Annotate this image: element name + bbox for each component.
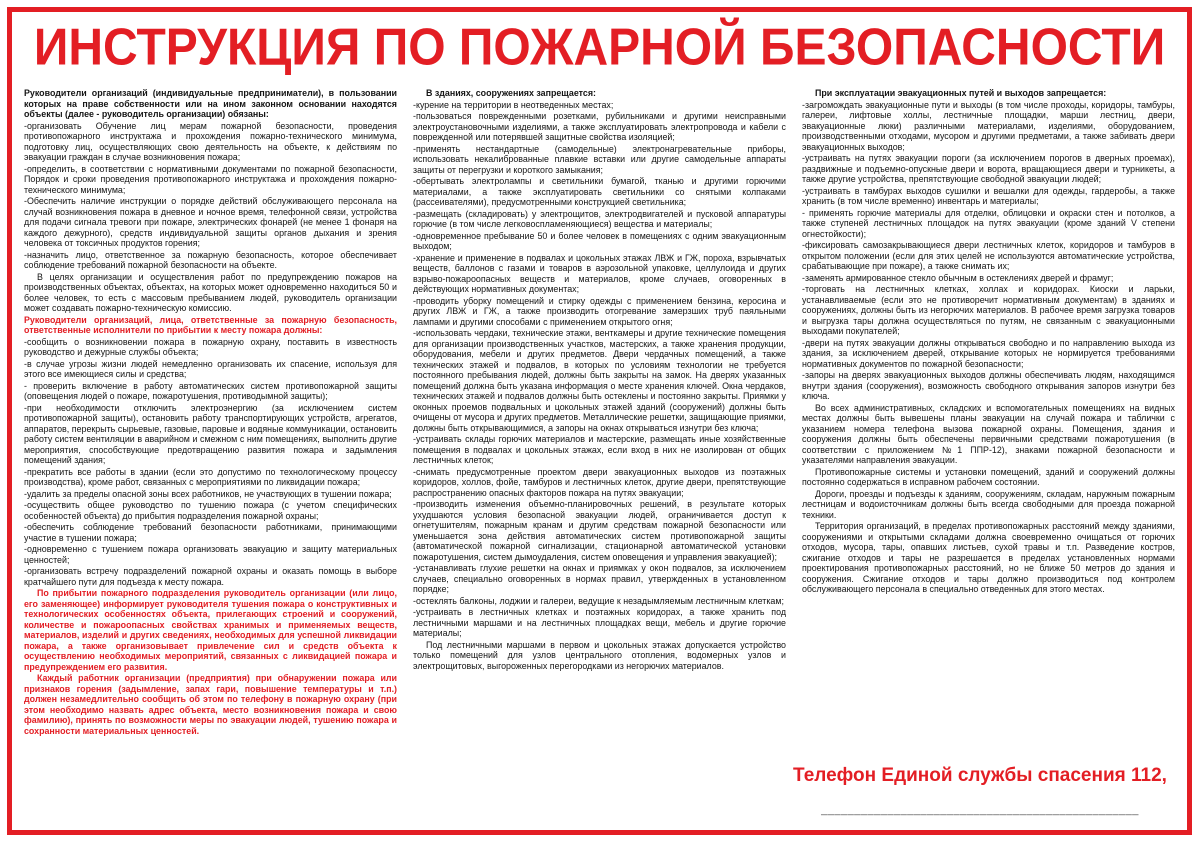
paragraph: -прекратить все работы в здании (если это допустимо по технологическому процессу производства), кроме работ, связанных с мероприятиями по ликвидации пожара; bbox=[24, 466, 397, 487]
paragraph: -заменять армированное стекло обычным в остеклениях дверей и фрамуг; bbox=[802, 272, 1114, 283]
paragraph: -остеклять балконы, лоджии и галереи, ведущие к незадымляемым лестничным клеткам; bbox=[413, 595, 784, 606]
paragraph: Дороги, проезды и подъезды к зданиям, сооружениям, складам, наружным пожарным лестницам и водоисточникам должны быть всегда свободными для проезда пожарной техники. bbox=[802, 488, 1175, 520]
section-heading: При эксплуатации эвакуационных путей и выходов запрещается: bbox=[815, 88, 1107, 98]
section-heading: Каждый работник организации (предприятия) при обнаружении пожара или признаков горения (задымление, запах гари, повышение температуры и т.п.) должен незамедлительно сообщить об этом по телефону в пожарную охрану (при этом необходимо назвать адрес объекта, место возникновения пожара и свою фамилию), принять по возможности меры по эвакуации людей, тушению пожара и сохранности материальных ценностей. bbox=[24, 673, 397, 736]
paragraph: -запоры на дверях эвакуационных выходов должны обеспечивать людям, находящимся внутри здания (сооружения), возможность свободного открывания запоров изнутри без ключа. bbox=[802, 370, 1175, 401]
paragraph: -двери на путях эвакуации должны открываться свободно и по направлению выхода из здания, за исключением дверей, открывание которых не нормируется требованиями нормативных документов по пожарной безопасности; bbox=[802, 337, 1175, 369]
paragraph: -обеспечить соблюдение требований безопасности работниками, принимающими участие в тушении пожара; bbox=[24, 522, 397, 543]
section-heading: По прибытии пожарного подразделения руководитель организации (или лицо, его заменяющее) информирует руководителя тушения пожара о конструктивных и технологических особенностях объекта, прилегающих строений и сооружений, количестве и пожароопасных свойствах хранимых и применяемых веществ, материалов, изделий и других сведениях, необходимых для успешной ликвидации пожара, а также организовывает привлечение сил и средств объекта к осуществлению необходимых мероприятий, связанных с ликвидацией пожара и предупреждением его развития. bbox=[24, 588, 397, 672]
paragraph: -определить, в соответствии с нормативными документами по пожарной безопасности, Порядок и сроки проведения противопожарного инструктажа и прохождения пожарно-технического минимума; bbox=[24, 163, 397, 195]
section-heading: Руководители организаций, лица, ответственные за пожарную безопасность, ответственные исполнители по прибытии к месту пожара должны: bbox=[24, 314, 397, 335]
paragraph: -проводить уборку помещений и стирку одежды с применением бензина, керосина и других ЛВЖ и ГЖ, а также производить отогревание замерзших труб паяльными лампами и другими способами с применением открытого огня; bbox=[413, 295, 786, 327]
emergency-phone-text: Телефон Единой службы спасения 112, bbox=[793, 765, 1167, 787]
text-columns bbox=[24, 88, 1175, 828]
paragraph: -размещать (складировать) у электрощитов, электродвигателей и пусковой аппаратуры горючие (в том числе легковоспламеняющиеся) вещества и материалы; bbox=[413, 208, 786, 229]
paragraph: -устраивать в тамбурах выходов сушилки и вешалки для одежды, гардеробы, а также хранить (в том числе временно) инвентарь и материалы; bbox=[802, 185, 1175, 206]
paragraph: В целях организации и осуществления работ по предупреждению пожаров на производственных объектах, объектах, на которых может одновременно находиться 50 и более человек, то есть с массовым пребыванием людей, руководитель организации может создавать пожарно-техническую комиссию. bbox=[24, 271, 397, 313]
section-heading: Руководители организаций (индивидуальные предприниматели), в пользовании которых на праве собственности или на ином законном основании находятся объекты (далее - руководитель организации) обязаны: bbox=[24, 88, 397, 119]
column-3 bbox=[802, 88, 1175, 828]
paragraph: -торговать на лестничных клетках, холлах и коридорах. Киоски и ларьки, устанавливаемые (если это не противоречит нормативным документам) в зданиях и сооружениях, должны быть из негорючих материалов. В рабочее время загрузка товаров и выгрузка тары должна осуществляться по путям, не связанным с эвакуационными выходами покупателей; bbox=[802, 284, 1175, 336]
paragraph: -устраивать в лестничных клетках и поэтажных коридорах, а также хранить под лестничными маршами и на лестничных площадках вещи, мебель и другие горючие материалы; bbox=[413, 607, 786, 638]
paragraph: -одновременное пребывание 50 и более человек в помещениях с одним эвакуационным выходом; bbox=[413, 230, 786, 251]
paragraph: -курение на территории в неотведенных местах; bbox=[413, 99, 614, 110]
paragraph: -удалить за пределы опасной зоны всех работников, не участвующих в тушении пожара; bbox=[24, 488, 392, 499]
paragraph: -пользоваться поврежденными розетками, рубильниками и другими неисправными электроустановочными изделиями, а также эксплуатировать электропровода и кабели с поврежденной или потерявшей защитные свойства изоляцией; bbox=[413, 111, 786, 142]
paragraph: - применять горючие материалы для отделки, облицовки и окраски стен и потолков, а также ступеней лестничных площадок на путях эвакуации (кроме зданий V степени огнестойкости); bbox=[802, 207, 1175, 239]
paragraph: -осуществить общее руководство по тушению пожара (с учетом специфических особенностей объекта) до прибытия подразделения пожарной охраны; bbox=[24, 500, 397, 521]
paragraph: -назначить лицо, ответственное за пожарную безопасность, которое обеспечивает соблюдение требований пожарной безопасности на объекте. bbox=[24, 249, 397, 270]
paragraph: -Обеспечить наличие инструкции о порядке действий обслуживающего персонала на случай возникновения пожара в дневное и ночное время, телефонной связи, устройства для подачи сигнала тревоги при пожаре, электрических фонарей (не менее 1 фонаря на каждого дежурного), средств индивидуальной защиты органов дыхания и зрения человека от токсичных продуктов горения; bbox=[24, 196, 397, 248]
paragraph: -при необходимости отключить электроэнергию (за исключением систем противопожарной защиты), остановить работу транспортирующих устройств, агрегатов, аппаратов, перекрыть сырьевые, газовые, паровые и водяные коммуникации, остановить работу систем вентиляции в аварийном и смежном с ним помещениях, выполнить другие мероприятия, способствующие предотвращению развития пожара и задымления помещений здания; bbox=[24, 402, 397, 465]
paragraph: -одновременно с тушением пожара организовать эвакуацию и защиту материальных ценностей; bbox=[24, 544, 397, 565]
paragraph: Во всех административных, складских и вспомогательных помещениях на видных местах должны быть вывешены планы эвакуации на случай пожара и таблички с указанием номера телефона вызова пожарной охраны. Помещения, здания и сооружения должны быть обеспечены первичными средствами пожаротушения (в соответствии с приложением №1 ППР-12), знаками пожарной безопасности и указателями направления эвакуации. bbox=[802, 402, 1175, 465]
column-1 bbox=[24, 88, 397, 828]
paragraph: -организовать Обучение лиц мерам пожарной безопасности, проведения противопожарного инструктажа и прохождения пожарно-технического минимума, подготовку лиц, осуществляющих свою деятельность на объекте, к действиям по эвакуации граждан в случае возникновения пожара; bbox=[24, 120, 397, 162]
paragraph: -снимать предусмотренные проектом двери эвакуационных выходов из поэтажных коридоров, холлов, фойе, тамбуров и лестничных клеток, другие двери, препятствующие распространению опасных факторов пожара на путях эвакуации; bbox=[413, 466, 786, 498]
footer bbox=[789, 764, 1171, 816]
paragraph: -хранение и применение в подвалах и цокольных этажах ЛВЖ и ГЖ, пороха, взрывчатых веществ, баллонов с газами и товаров в аэрозольной упаковке, целлулоида и других взрыво-пожароопасных веществ и материалов, кроме случаев, оговоренных в действующих нормативных документах; bbox=[413, 252, 786, 294]
paragraph: -в случае угрозы жизни людей немедленно организовать их спасение, используя для этого все имеющиеся силы и средства; bbox=[24, 358, 397, 379]
paragraph: -загромождать эвакуационные пути и выходы (в том числе проходы, коридоры, тамбуры, галереи, лифтовые холлы, лестничные площадки, марши лестниц, двери, эвакуационные люки) различными материалами, изделиями, оборудованием, производственными отходами, мусором и другими предметами, а также забивать двери эвакуационных выходов; bbox=[802, 99, 1175, 152]
paragraph: -организовать встречу подразделений пожарной охраны и оказать помощь в выборе кратчайшего пути для подъезда к месту пожара. bbox=[24, 566, 397, 587]
signature-line: ________________________________________________ bbox=[821, 804, 1139, 816]
paragraph: -фиксировать самозакрывающиеся двери лестничных клеток, коридоров и тамбуров в открытом положении (если для этих целей не используются автоматические устройства, срабатывающие при пожаре), а также снимать их; bbox=[802, 240, 1175, 271]
paragraph: -производить изменения объемно-планировочных решений, в результате которых ухудшаются условия безопасной эвакуации людей, ограничивается доступ к огнетушителям, пожарным кранам и другим средствам пожарной безопасности или уменьшается зона действия автоматических систем противопожарной защиты (автоматической пожарной сигнализации, стационарной автоматической установки пожаротушения, систем дымоудаления, систем оповещения и управления эвакуацией); bbox=[413, 499, 786, 562]
paragraph: -сообщить о возникновении пожара в пожарную охрану, поставить в известность руководство и дежурные службы объекта; bbox=[24, 336, 397, 357]
paragraph: Под лестничными маршами в первом и цокольных этажах допускается устройство только помещений для узлов центрального отопления, водомерных узлов и электрощитовых, выгороженных перегородками из негорючих материалов. bbox=[413, 639, 786, 671]
paragraph: -обертывать электролампы и светильники бумагой, тканью и другими горючими материалами, а также эксплуатировать светильники со снятыми колпаками (рассеивателями), предусмотренными конструкцией светильника; bbox=[413, 176, 786, 207]
paragraph: -устраивать склады горючих материалов и мастерские, размещать иные хозяйственные помещения в подвалах и цокольных этажах, если вход в них не изолирован от общих лестничных клеток; bbox=[413, 434, 786, 465]
paragraph: -применять нестандартные (самодельные) электронагревательные приборы, использовать некалиброванные плавкие вставки или другие самодельные аппараты защиты от перегрузки и короткого замыкания; bbox=[413, 143, 786, 175]
paragraph: -использовать чердаки, технические этажи, венткамеры и другие технические помещения для организации производственных участков, мастерских, а также хранения продукции, оборудования, мебели и других предметов. Двери чердачных помещений, а также технических этажей и подвалов, в которых по условиям технологии не требуется постоянного пребывания людей, должны быть закрыты на замок. На дверях указанных помещений должна быть указана информация о месте хранения ключей. Окна чердаков, технических этажей и подвалов должны быть остеклены и постоянно закрыты. Приямки у оконных проемов подвальных и цокольных этажей зданий (сооружений) должны быть очищены от мусора и других предметов. Металлические решетки, защищающие приямки, должны быть открывающимися, а запоры на окнах открываться изнутри без ключа; bbox=[413, 328, 786, 433]
paragraph: -устанавливать глухие решетки на окнах и приямках у окон подвалов, за исключением случаев, специально оговоренных в нормах правил, утвержденных в установленном порядке; bbox=[413, 563, 786, 594]
section-heading: В зданиях, сооружениях запрещается: bbox=[426, 88, 596, 98]
paragraph: - проверить включение в работу автоматических систем противопожарной защиты (оповещения людей о пожаре, пожаротушения, противодымной защиты); bbox=[24, 380, 397, 401]
paragraph: -устраивать на путях эвакуации пороги (за исключением порогов в дверных проемах), раздвижные и подъемно-опускные двери и ворота, вращающиеся двери и турникеты, а также другие устройства, препятствующие свободной эвакуации людей; bbox=[802, 153, 1175, 184]
paragraph: Противопожарные системы и установки помещений, зданий и сооружений должны постоянно содержаться в исправном рабочем состоянии. bbox=[802, 466, 1175, 487]
paragraph: Территория организаций, в пределах противопожарных расстояний между зданиями, сооружениями и открытыми складами должна своевременно очищаться от горючих отходов, мусора, тары, опавших листьев, сухой травы и т.п. Разведение костров, сжигание отходов и тары не разрешается в пределах установленных нормами проектирования противопожарных расстояний, но не ближе 50 метров до здания и сооружения. Сжигание отходов и тары должно производиться под контролем обслуживающего персонала в специально отведенных для этого местах. bbox=[802, 521, 1175, 594]
poster-title: ИНСТРУКЦИЯ ПО ПОЖАРНОЙ БЕЗОПАСНОСТИ bbox=[33, 19, 1166, 77]
column-2 bbox=[413, 88, 786, 828]
